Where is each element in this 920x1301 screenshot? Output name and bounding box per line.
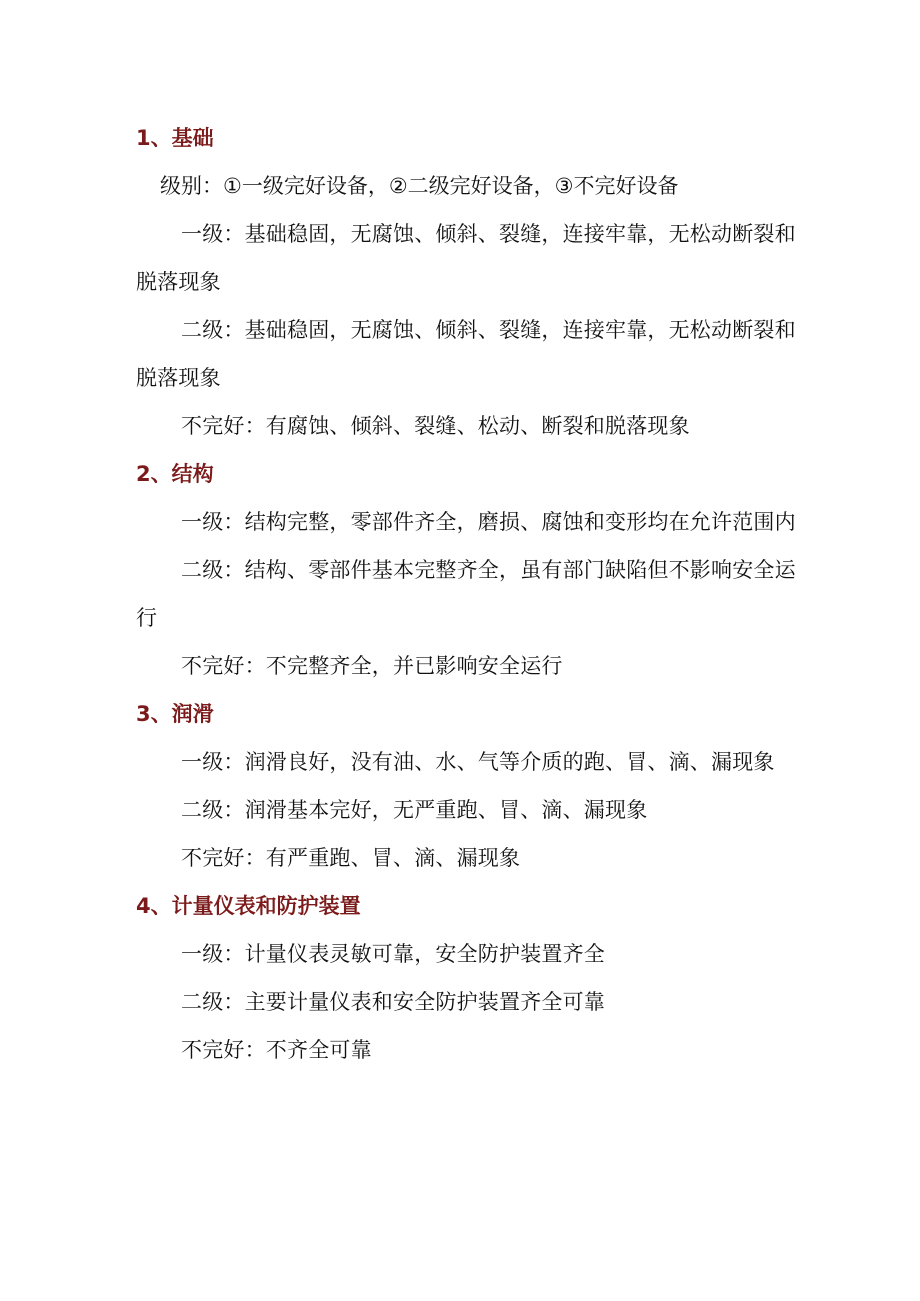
grade-item-level-1: 一级：基础稳固，无腐蚀、倾斜、裂缝，连接牢靠，无松动断裂和脱落现象 <box>136 222 796 294</box>
section-heading: 3、润滑 <box>136 702 214 726</box>
grade-item-level-2: 二级：基础稳固，无腐蚀、倾斜、裂缝，连接牢靠，无松动断裂和脱落现象 <box>136 318 796 390</box>
grade-levels-intro: 级别：①一级完好设备，②二级完好设备，③不完好设备 <box>160 174 679 198</box>
section-instruments-protection <box>136 882 800 1074</box>
section-heading: 1、基础 <box>136 126 214 150</box>
grade-item-level-1: 一级：结构完整，零部件齐全，磨损、腐蚀和变形均在允许范围内 <box>181 510 796 534</box>
section-heading: 2、结构 <box>136 462 214 486</box>
grade-item-not-good: 不完好：有腐蚀、倾斜、裂缝、松动、断裂和脱落现象 <box>181 414 690 438</box>
grade-item-not-good: 不完好：有严重跑、冒、滴、漏现象 <box>181 846 521 870</box>
grade-item-level-2: 二级：结构、零部件基本完整齐全，虽有部门缺陷但不影响安全运行 <box>136 558 796 630</box>
grade-item-level-2: 二级：润滑基本完好，无严重跑、冒、滴、漏现象 <box>181 798 648 822</box>
grade-item-not-good: 不完好：不齐全可靠 <box>181 1038 372 1062</box>
section-heading: 4、计量仪表和防护装置 <box>136 894 361 918</box>
section-structure <box>136 450 800 690</box>
grade-item-level-2: 二级：主要计量仪表和安全防护装置齐全可靠 <box>181 990 605 1014</box>
grade-item-level-1: 一级：润滑良好，没有油、水、气等介质的跑、冒、滴、漏现象 <box>181 750 775 774</box>
section-foundation <box>136 114 800 450</box>
section-lubrication <box>136 690 800 882</box>
grade-item-not-good: 不完好：不完整齐全，并已影响安全运行 <box>181 654 563 678</box>
grade-item-level-1: 一级：计量仪表灵敏可靠，安全防护装置齐全 <box>181 942 605 966</box>
